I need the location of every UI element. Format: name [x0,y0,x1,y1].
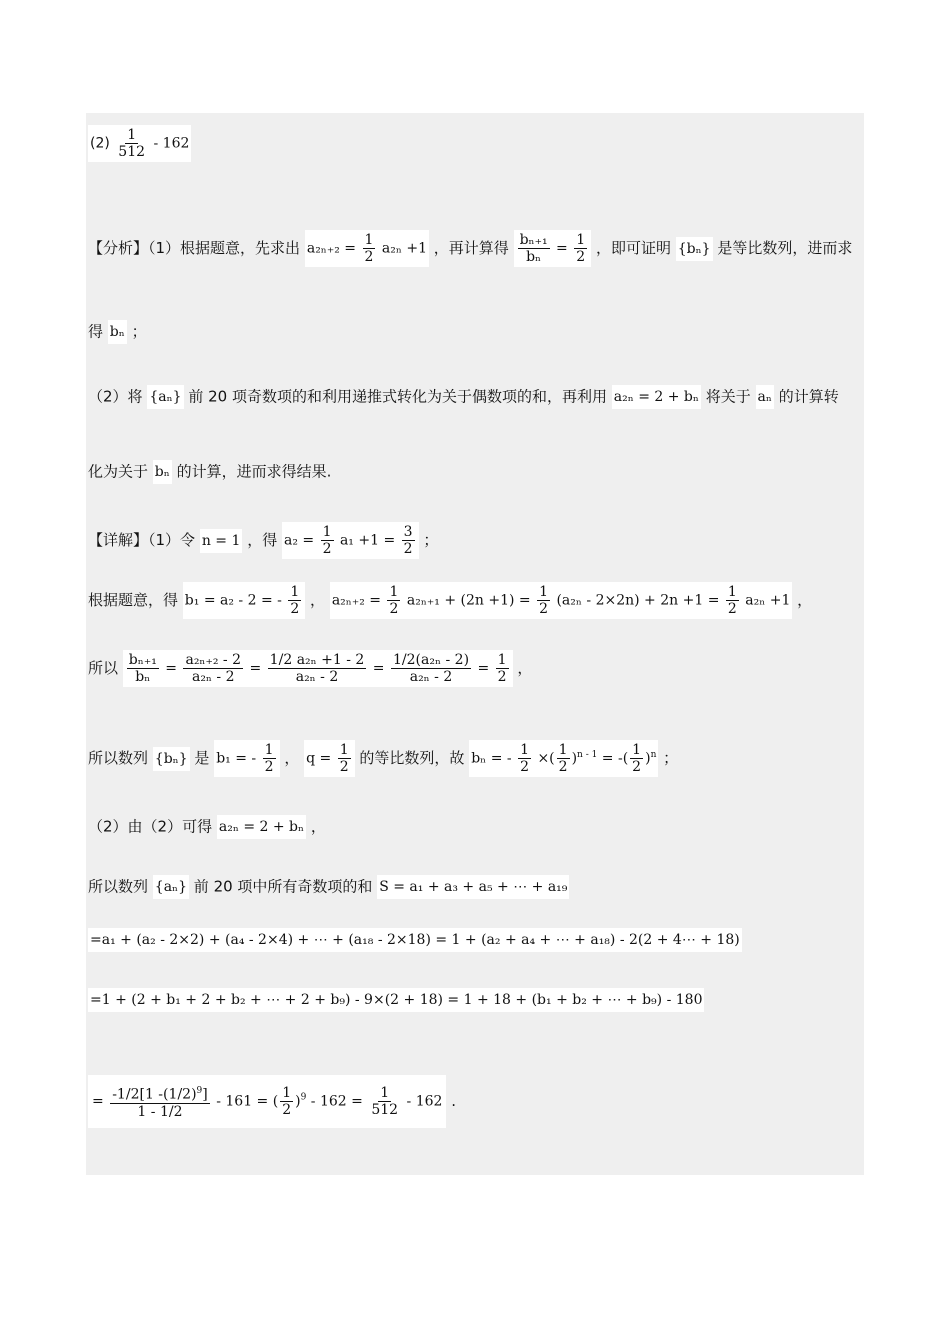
analysis-line-2: 得 bₙ ； [88,320,862,344]
detail-line-2: 根据题意，得 b₁ = a₂ - 2 = - $\frac{1}{2}$ ， a₂ₙ₊₂ = $\frac{1}{2}$ a₂ₙ₊₁ + (2n +1) = $\frac{1}{2}$ (a₂ₙ - 2×2n) + 2n +1 = $\frac{1}{2}$ a₂ₙ +1 ， [88,584,813,617]
detail-line-9: = $\frac{-1/2[1 -(1/2)^9]}{1 - 1/2}$ - 161 = ( $\frac{1}{2}$ )$^9$ - 162 = $\frac{1}{512}$ - 162 . [88,1075,862,1128]
formula-expansion-2: =1 + (2 + b₁ + 2 + b₂ + ⋯ + 2 + b₉) - 9×(2 + 18) = 1 + 18 + (b₁ + b₂ + ⋯ + b₉) - 180 [88,988,704,1012]
formula-a2: a₂ = $\frac{1}{2}$ a₁ +1 = $\frac{3}{2}$ [282,522,419,559]
formula-sum-s: S = a₁ + a₃ + a₅ + ⋯ + a₁₉ [377,875,569,899]
formula-bn-2: bₙ [153,460,172,484]
formula-a2n-eq: a₂ₙ = 2 + bₙ [612,385,701,409]
detail-line-8 [88,988,862,1012]
formula-q: q = $\frac{1}{2}$ [304,740,355,777]
formula-brace-an: {aₙ} [147,385,183,409]
formula-recurrence: a₂ₙ₊₂ = $\frac{1}{2}$ a₂ₙ₊₁ + (2n +1) = $\frac{1}{2}$ (a₂ₙ - 2×2n) + 2n +1 = $\frac{1}{2}$ a₂ₙ +1 [331,584,791,617]
analysis-line-4: 化为关于 bₙ 的计算，进而求得结果. [88,460,862,484]
formula-a2n2: a₂ₙ₊₂ = $\frac{1}{2}$ a₂ₙ +1 [306,232,427,265]
analysis-line-3: （2）将 {aₙ} 前 20 项奇数项的和利用递推式转化为关于偶数项的和，再利用 a₂ₙ = 2 + bₙ 将关于 aₙ 的计算转 [88,385,862,409]
formula-brace-bn-2: {bₙ} [153,747,190,771]
detail-line-4: 所以数列 {bₙ} 是 b₁ = - $\frac{1}{2}$ ， q = $\frac{1}{2}$ 的等比数列，故 bₙ = - $\frac{1}{2}$ ×( $\frac{1}{2}$ )$^{n - 1}$ = -( $\frac{1}{2}$ )$^n$ ； [88,742,679,775]
formula-expansion-1: =a₁ + (a₂ - 2×2) + (a₄ - 2×4) + ⋯ + (a₁₈ - 2×18) = 1 + (a₂ + a₄ + ⋯ + a₁₈) - 2(2 + 4⋯ + 18) [88,928,742,952]
formula-b1: b₁ = a₂ - 2 = - $\frac{1}{2}$ [183,582,305,619]
formula-a2n-eq-2: a₂ₙ = 2 + bₙ [217,815,306,839]
formula-final: = $\frac{-1/2[1 -(1/2)^9]}{1 - 1/2}$ - 161 = ( $\frac{1}{2}$ )$^9$ - 162 = $\frac{1}{512}$ - 162 [88,1075,446,1128]
formula-an: aₙ [756,385,774,409]
analysis-line-1: 【分析】（1）根据题意，先求出 a₂ₙ₊₂ = $\frac{1}{2}$ a₂ₙ +1 ，再计算得 $\frac{\text{bₙ₊₁}}{\text{bₙ}}$ = $\frac{1}{2}$ ，即可证明 {bₙ} 是等比数列，进而求 [88,232,853,265]
solution-panel [86,113,864,1175]
formula-bn: bₙ [108,320,127,344]
detail-line-7 [88,928,862,952]
answer-2-line [88,125,862,162]
detail-line-3: 所以 $\frac{\text{bₙ₊₁}}{\text{bₙ}}$ = $\frac{\text{a₂ₙ₊₂ - 2}}{\text{a₂ₙ - 2}}$ = $\frac{\text{1/2 a₂ₙ +1 - 2}}{\text{a₂ₙ - 2}}$ = $\frac{\text{1/2(a₂ₙ - 2)}}{\text{a₂ₙ - 2}}$ = $\frac{1}{2}$ ， [88,652,533,685]
formula-brace-an-2: {aₙ} [153,875,189,899]
answer-2-expr: (2) $\frac{1}{512}$ - 162 [90,127,190,160]
detail-line-1: 【详解】（1）令 n = 1 ，得 a₂ = $\frac{1}{2}$ a₁ +1 = $\frac{3}{2}$ ； [88,524,439,557]
formula-n-eq-1: n = 1 [200,529,243,553]
detail-line-5: （2）由（2）可得 a₂ₙ = 2 + bₙ ， [88,815,862,839]
formula-ratio: $\frac{\text{bₙ₊₁}}{\text{bₙ}}$ = $\frac{1}{2}$ [514,230,592,267]
formula-brace-bn: {bₙ} [676,237,713,261]
formula-ratio-derivation: $\frac{\text{bₙ₊₁}}{\text{bₙ}}$ = $\frac{\text{a₂ₙ₊₂ - 2}}{\text{a₂ₙ - 2}}$ = $\frac{\text{1/2 a₂ₙ +1 - 2}}{\text{a₂ₙ - 2}}$ = $\frac{\text{1/2(a₂ₙ - 2)}}{\text{a₂ₙ - 2}}$ = $\frac{1}{2}$ [123,650,513,687]
detail-line-6: 所以数列 {aₙ} 前 20 项中所有奇数项的和 S = a₁ + a₃ + a₅ + ⋯ + a₁₉ [88,875,862,899]
formula-bn-general: bₙ = - $\frac{1}{2}$ ×( $\frac{1}{2}$ )$^{n - 1}$ = -( $\frac{1}{2}$ )$^n$ [471,742,657,775]
formula-b1-first: b₁ = - $\frac{1}{2}$ [214,740,279,777]
